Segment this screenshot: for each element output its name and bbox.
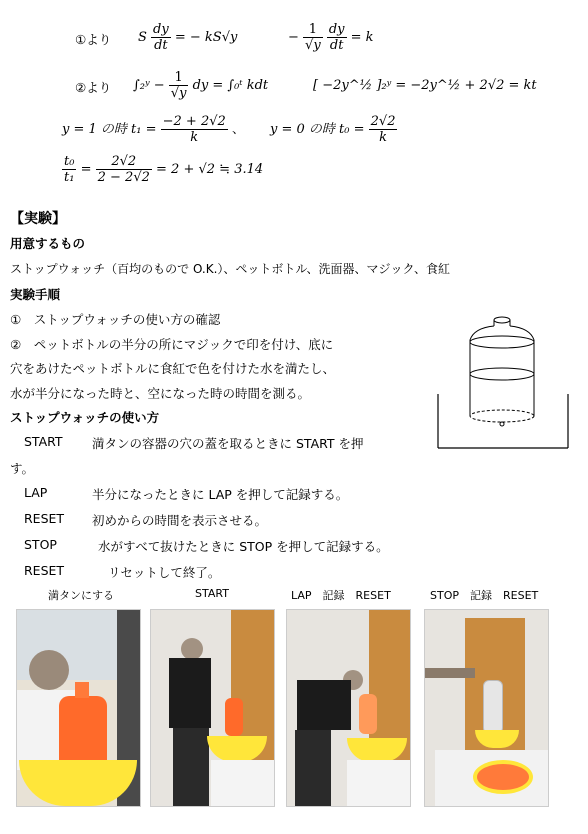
photo-caption-4: STOP 記録 RESET bbox=[430, 589, 539, 602]
procedure-step2-line1: ② ペットボトルの半分の所にマジックで印を付け、底に bbox=[10, 337, 334, 352]
math-line2-label: ②より bbox=[75, 80, 112, 95]
procedure-step1: ① ストップウォッチの使い方の確認 bbox=[10, 312, 221, 327]
start-key: START bbox=[24, 434, 63, 449]
stopwatch-title: ストップウォッチの使い方 bbox=[10, 410, 160, 425]
photo-filling bbox=[16, 609, 141, 807]
math-line3-t1: y = 1 の時 t₁ = $\frac{-2 + 2√2}{k}$ 、 bbox=[62, 114, 245, 145]
photo-stop bbox=[424, 609, 549, 807]
procedure-step2-line3: 水が半分になった時と、空になった時の時間を測る。 bbox=[10, 386, 311, 401]
bottle-diagram bbox=[434, 312, 574, 454]
procedure-title: 実験手順 bbox=[10, 287, 61, 302]
reset-text-1: 初めからの時間を表示させる。 bbox=[92, 513, 268, 528]
math-line2-rhs: [ −2y^½ ]₂ʸ = −2y^½ + 2√2 = kt bbox=[313, 78, 537, 93]
procedure-step2-line2: 穴をあけたペットボトルに食紅で色を付けた水を満たし、 bbox=[10, 361, 336, 376]
photo-start bbox=[150, 609, 275, 807]
start-text: 満タンの容器の穴の蓋を取るときに START を押 bbox=[92, 436, 364, 451]
materials-text: ストップウォッチ（百均のもので O.K.）、ペットボトル、洗面器、マジック、食紅 bbox=[10, 262, 450, 276]
photo-caption-2: START bbox=[195, 587, 229, 600]
photo-lap bbox=[286, 609, 411, 807]
math-line1-eq-b: − $\frac{1}{√y}$ $\frac{dy}{dt}$ = k bbox=[288, 22, 374, 53]
start-continuation: す。 bbox=[10, 461, 35, 476]
math-line3-t0: y = 0 の時 t₀ = $\frac{2√2}{k}$ bbox=[270, 114, 396, 145]
lap-text: 半分になったときに LAP を押して記録する。 bbox=[92, 487, 349, 502]
materials-title: 用意するもの bbox=[10, 236, 86, 251]
stop-text: 水がすべて抜けたときに STOP を押して記録する。 bbox=[98, 539, 389, 554]
photo-caption-3: LAP 記録 RESET bbox=[291, 589, 391, 602]
math-line1-eq-a: S $\frac{dy}{dt}$ = − kS√y bbox=[138, 22, 238, 53]
reset-text-2: リセットして終了。 bbox=[108, 565, 221, 580]
reset-key-2: RESET bbox=[24, 563, 65, 578]
lap-key: LAP bbox=[24, 485, 48, 500]
math-line1-label: ①より bbox=[75, 32, 112, 47]
photo-caption-1: 満タンにする bbox=[48, 589, 114, 602]
math-line4-ratio: $\frac{\text{t₀}}{\text{t₁}}$ = $\frac{2√2}{2 - 2√2}$ = 2 + √2 ≒ 3.14 bbox=[64, 154, 264, 185]
math-line2-integral: ∫₂ʸ − $\frac{1}{√y}$ dy = ∫₀ᵗ kdt bbox=[133, 70, 269, 101]
reset-key-1: RESET bbox=[24, 511, 65, 526]
stop-key: STOP bbox=[24, 537, 57, 552]
experiment-heading: 【実験】 bbox=[10, 211, 66, 227]
